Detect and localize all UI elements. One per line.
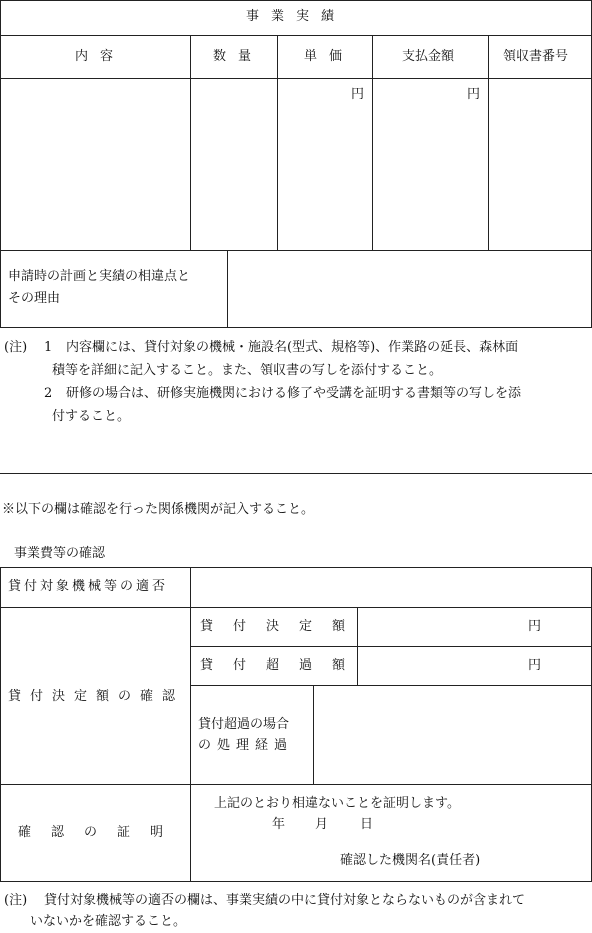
certification-text: 上記のとおり相違ないことを証明します。 bbox=[214, 796, 460, 811]
table-border bbox=[0, 0, 1, 328]
note1-item2-line2: 付すること。 bbox=[52, 409, 131, 424]
table-border bbox=[0, 784, 592, 785]
note2-line1: 貸付対象機械等の適否の欄は、事業実績の中に貸付対象とならないものが含まれて bbox=[44, 893, 526, 908]
confirm-heading: 事業費等の確認 bbox=[14, 546, 106, 561]
note2-prefix: (注) bbox=[4, 893, 28, 908]
col-header-unit-price: 単価 bbox=[304, 49, 355, 64]
date-day: 日 bbox=[360, 817, 374, 832]
col-header-content: 内容 bbox=[75, 49, 126, 64]
table-border bbox=[0, 567, 592, 568]
col-header-payment: 支払金額 bbox=[402, 49, 455, 64]
eligibility-label: 貸付対象機械等の適否 bbox=[8, 579, 169, 594]
confirming-org: 確認した機関名(責任者) bbox=[340, 853, 481, 868]
unit-price-yen: 円 bbox=[351, 87, 365, 102]
note1-item1-num: 1 bbox=[44, 340, 53, 355]
excess-process-line1: 貸付超過の場合 bbox=[198, 717, 290, 732]
table-border bbox=[0, 607, 592, 608]
excess-amount-unit: 円 bbox=[528, 658, 542, 673]
table-title: 事業実績 bbox=[246, 9, 347, 24]
table-border bbox=[0, 250, 592, 251]
payment-yen: 円 bbox=[467, 87, 481, 102]
col-header-quantity: 数量 bbox=[213, 49, 264, 64]
note2-line2: いないかを確認すること。 bbox=[30, 914, 187, 929]
certification-label: 確認の証明 bbox=[18, 825, 184, 840]
table-border bbox=[0, 78, 592, 79]
section-separator bbox=[0, 473, 592, 474]
table-border bbox=[0, 881, 592, 882]
note1-item1-line2: 積等を詳細に記入すること。また、領収書の写しを添付すること。 bbox=[52, 363, 443, 378]
decided-amount-label: 貸付決定額 bbox=[200, 619, 366, 634]
table-border bbox=[0, 567, 1, 882]
decision-check-label: 貸付決定額の確認 bbox=[8, 689, 185, 704]
table-border bbox=[190, 646, 592, 647]
col-header-receipt-no: 領収書番号 bbox=[503, 49, 569, 64]
note1-item2-num: 2 bbox=[44, 386, 53, 401]
table-border bbox=[227, 250, 228, 327]
decided-amount-unit: 円 bbox=[528, 619, 542, 634]
difference-label-line2: その理由 bbox=[8, 291, 61, 306]
instruction-text: ※以下の欄は確認を行った関係機関が記入すること。 bbox=[2, 502, 315, 517]
table-border bbox=[0, 0, 592, 1]
excess-amount-label: 貸付超過額 bbox=[200, 658, 366, 673]
table-border bbox=[190, 35, 191, 250]
note1-item2-line1: 研修の場合は、研修実施機関における修了や受講を証明する書類等の写しを添 bbox=[66, 386, 522, 401]
date-month: 月 bbox=[315, 817, 329, 832]
table-border bbox=[488, 35, 489, 250]
note1-prefix: (注) bbox=[4, 340, 28, 355]
table-border bbox=[277, 35, 278, 250]
excess-process-line2: の処理経過 bbox=[198, 738, 294, 753]
date-year: 年 bbox=[272, 817, 286, 832]
table-border bbox=[372, 35, 373, 250]
table-border bbox=[313, 685, 314, 784]
table-border bbox=[190, 567, 191, 882]
table-border bbox=[190, 685, 592, 686]
difference-label-line1: 申請時の計画と実績の相違点と bbox=[8, 269, 191, 284]
note1-item1-line1: 内容欄には、貸付対象の機械・施設名(型式、規格等)、作業路の延長、森林面 bbox=[66, 340, 519, 355]
table-border bbox=[0, 327, 592, 328]
table-border bbox=[0, 35, 592, 36]
